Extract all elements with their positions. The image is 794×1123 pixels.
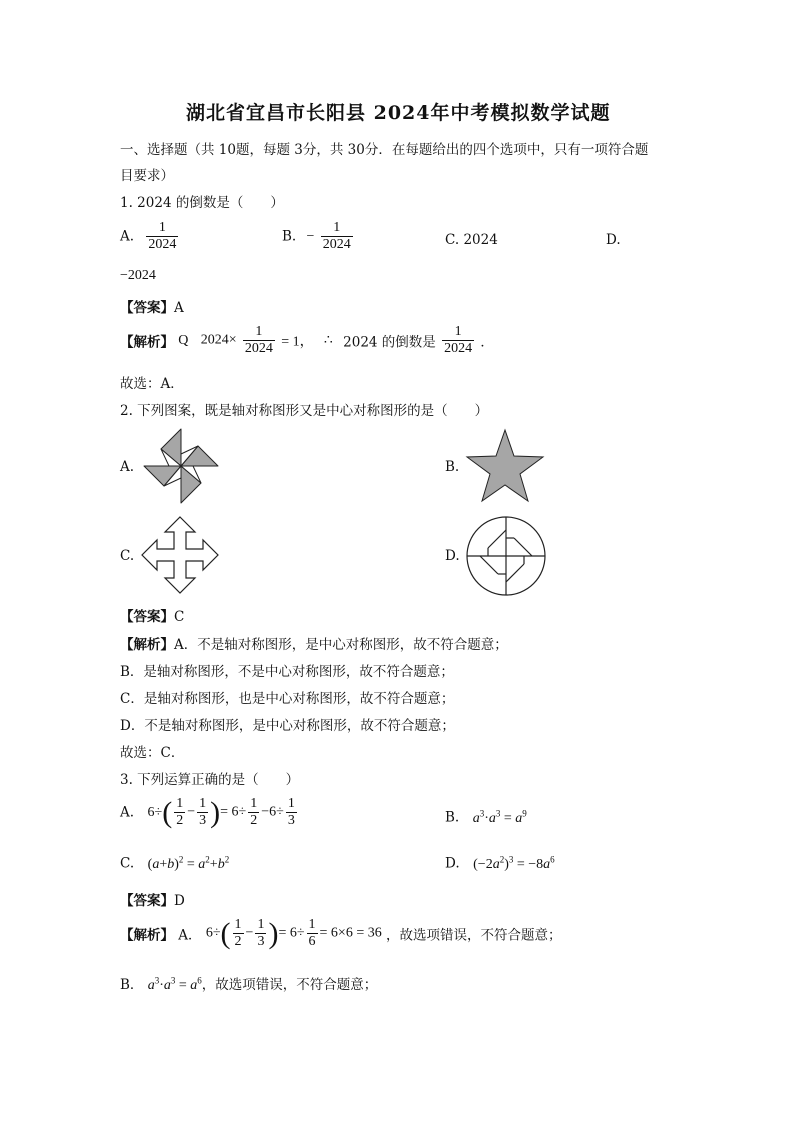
because-symbol: Q bbox=[178, 332, 189, 348]
q3-exp-b-tail: ，故选项错误，不符合题意； bbox=[201, 977, 378, 993]
circle-pinwheel-figure bbox=[464, 514, 548, 598]
q1-option-a-fraction bbox=[146, 220, 178, 253]
q1-option-d-label: D. bbox=[606, 232, 621, 248]
q2-explanation-c: C．是轴对称图形，也是中心对称图形，故不符合题意； bbox=[120, 691, 455, 707]
q3-exp-b-label: B． bbox=[120, 977, 144, 993]
q2-answer bbox=[120, 605, 184, 625]
q2-explanation-a bbox=[120, 633, 508, 653]
answer-label: 【答案】 bbox=[120, 893, 174, 909]
q1-exp-numerator: 1 bbox=[255, 324, 263, 339]
page-title: 湖北省宜昌市长阳县 2024年中考模拟数学试题 bbox=[186, 102, 611, 124]
q1-exp-fraction bbox=[243, 324, 275, 357]
q2-choose: 故选：C． bbox=[120, 745, 185, 761]
q3-option-c-label: C. bbox=[120, 855, 135, 872]
q1-choose: 故选：A． bbox=[120, 376, 184, 392]
q2-exp-a-text: A．不是轴对称图形，是中心对称图形，故不符合题意； bbox=[174, 637, 508, 653]
q2-option-d-label: D. bbox=[445, 548, 460, 564]
q1-exp-equals: = 1， bbox=[281, 334, 314, 350]
q2-explanation-d: D．不是轴对称图形，是中心对称图形，故不符合题意； bbox=[120, 718, 455, 734]
q2-explanation-b: B．是轴对称图形，不是中心对称图形，故不符合题意； bbox=[120, 664, 454, 680]
q1-answer bbox=[120, 296, 184, 316]
q3-option-b: B. $a^3\cdot a^3 = a^9$ bbox=[445, 808, 527, 826]
q1-option-b-denominator: 2024 bbox=[322, 237, 351, 253]
q3-option-a: A. 6÷( $\frac{1}{2}$ − $\frac{1}{3}$ )= 6÷ $\frac{1}{2}$ −6÷ $\frac{1}{3}$ bbox=[120, 795, 295, 829]
q1-option-a-denominator: 2024 bbox=[148, 237, 177, 253]
q3-option-d-label: D. bbox=[445, 855, 460, 872]
q1-exp-lhs: 2024× bbox=[200, 332, 237, 348]
q3-explanation-a: 【解析】 A． 6÷( $\frac{1}{2}$ − $\frac{1}{3}$ )= 6÷ $\frac{1}{6}$ = 6×6 = 36 ，故选项错误，不符合题意； bbox=[120, 916, 562, 950]
q3-option-d: D. $(-2a^2)^3 = -8a^6$ bbox=[445, 854, 555, 872]
q1-option-c-label: C. bbox=[445, 232, 460, 248]
therefore-symbol: ∴ bbox=[323, 333, 333, 349]
q2-option-a-label: A. bbox=[120, 459, 135, 475]
q1-option-d-value: −2024 bbox=[120, 268, 156, 283]
star-figure bbox=[464, 428, 546, 504]
q2-stem: 2. 下列图案，既是轴对称图形又是中心对称图形的是（ ） bbox=[120, 403, 489, 419]
q1-option-c-value: 2024 bbox=[463, 232, 498, 248]
q1-answer-value: A bbox=[174, 300, 184, 316]
q2-answer-value: C bbox=[174, 609, 185, 625]
q3-option-a-label: A. bbox=[120, 804, 135, 821]
q3-option-c: C. $(a+b)^2 = a^2+b^2$ bbox=[120, 854, 230, 872]
analysis-label: 【解析】 bbox=[120, 334, 174, 351]
answer-label: 【答案】 bbox=[120, 609, 174, 625]
section-instruction-line1: 一、选择题（共 10题，每题 3分，共 30分．在每题给出的四个选项中，只有一项符合题 bbox=[120, 142, 649, 158]
answer-label: 【答案】 bbox=[120, 300, 174, 316]
q1-exp-denominator-2: 2024 bbox=[444, 341, 473, 357]
q1-exp-end: ． bbox=[480, 334, 494, 351]
q1-exp-denominator: 2024 bbox=[244, 341, 273, 357]
q1-stem: 1. 2024 的倒数是（ ） bbox=[120, 195, 284, 211]
q1-option-a-numerator: 1 bbox=[158, 220, 166, 235]
q1-option-a-label: A. bbox=[120, 228, 135, 245]
q1-explanation bbox=[120, 324, 494, 357]
q1-exp-numerator-2: 1 bbox=[454, 324, 462, 339]
q3-answer-value: D bbox=[174, 893, 185, 909]
analysis-label: 【解析】 bbox=[120, 637, 174, 653]
q1-option-b-fraction bbox=[321, 220, 353, 253]
q1-option-b-numerator: 1 bbox=[333, 220, 341, 235]
q1-exp-text: 2024 的倒数是 bbox=[343, 334, 436, 351]
q1-option-c bbox=[445, 232, 498, 248]
q1-option-b-sign: − bbox=[306, 228, 315, 244]
q1-option-b-label: B. bbox=[282, 228, 297, 245]
pinwheel-figure bbox=[140, 427, 222, 505]
q1-option-b bbox=[282, 220, 355, 253]
q1-exp-fraction-2 bbox=[442, 324, 474, 357]
q3-option-b-label: B. bbox=[445, 809, 460, 826]
q2-option-b-label: B. bbox=[445, 459, 460, 475]
q3-explanation-b: B． $a^3\cdot a^3 = a^6$，故选项错误，不符合题意； bbox=[120, 975, 378, 993]
q3-answer bbox=[120, 889, 185, 909]
analysis-label: 【解析】 bbox=[120, 927, 174, 944]
four-arrows-figure bbox=[140, 515, 220, 595]
q2-option-c-label: C. bbox=[120, 548, 135, 564]
section-instruction-line2: 目要求） bbox=[120, 168, 174, 184]
q3-stem: 3. 下列运算正确的是（ ） bbox=[120, 772, 300, 788]
q3-exp-a-tail: ，故选项错误，不符合题意； bbox=[386, 927, 562, 944]
q1-option-a bbox=[120, 220, 180, 253]
